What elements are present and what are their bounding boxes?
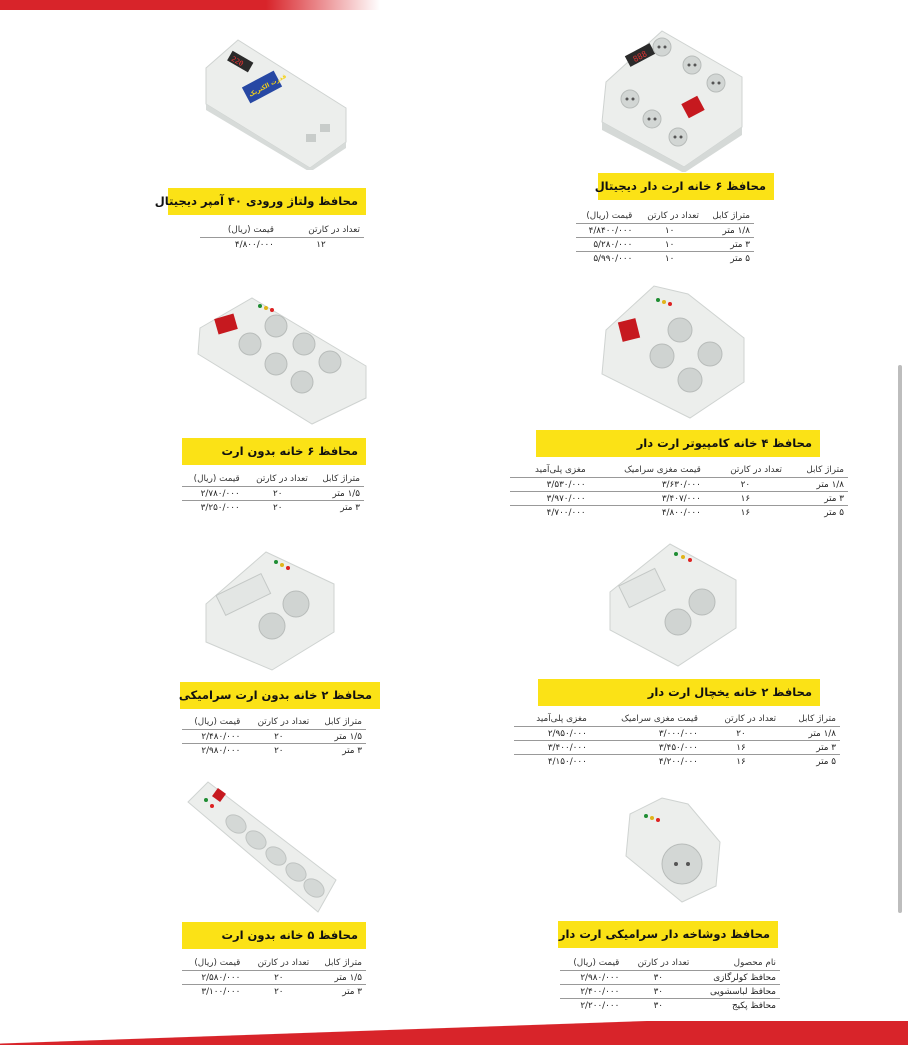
table-cell: ۱۶	[705, 506, 786, 520]
table-cell: ۴/۸۰۰/۰۰۰	[200, 238, 278, 252]
product-image-voltage-40a	[198, 38, 348, 170]
table-header: متراژ کابل	[806, 464, 844, 475]
scrollbar[interactable]	[898, 365, 902, 913]
table-cell: ۲/۴۸۰/۰۰۰	[182, 730, 244, 744]
table-cell: ۲۰	[244, 730, 313, 744]
table-row	[200, 238, 364, 252]
table-cell: ۴/۸۴۰۰/۰۰۰	[576, 224, 636, 238]
table-row	[510, 506, 848, 520]
table-row	[182, 501, 364, 515]
table-header: تعداد در کارتن	[257, 716, 310, 727]
table-row	[182, 730, 366, 744]
product-title: محافظ ولتاژ ورودی ۴۰ آمپر دیجیتال	[168, 188, 366, 215]
table-row	[510, 478, 848, 492]
table-cell: ۳/۴۵۰/۰۰۰	[591, 741, 702, 755]
table-header: قیمت (ریال)	[194, 716, 241, 727]
table-cell: ۳/۶۳۰/۰۰۰	[590, 478, 705, 492]
table-cell: ۱۶	[705, 492, 786, 506]
table-cell: ۱۶	[702, 741, 780, 755]
product-image-2gang-fridge	[606, 540, 742, 670]
table-header: قیمت مغزی سرامیک	[621, 713, 698, 724]
table-cell: ۳/۰۰۰/۰۰۰	[591, 727, 702, 741]
table-row	[182, 487, 364, 501]
price-table	[576, 208, 754, 265]
table-row	[182, 744, 366, 758]
table-cell: محافظ پکیج	[693, 999, 780, 1013]
product-title: محافظ ۵ خانه بدون ارت	[182, 922, 366, 949]
table-cell: محافظ لباسشویی	[693, 985, 780, 999]
table-header: قیمت (ریال)	[194, 957, 241, 968]
table-row	[576, 252, 754, 266]
table-header: قیمت (ریال)	[573, 957, 620, 968]
table-cell: ۲/۵۸۰/۰۰۰	[182, 971, 244, 985]
table-header: تعداد در کارتن	[256, 473, 308, 484]
brand-logo: قدرت الکتریک	[247, 72, 288, 99]
table-cell: ۲۰	[244, 985, 313, 999]
table-cell: ۳ متر	[313, 744, 366, 758]
table-row	[576, 238, 754, 252]
table-cell: ۵/۲۸۰/۰۰۰	[576, 238, 636, 252]
table-cell: ۴/۷۰۰/۰۰۰	[510, 506, 590, 520]
table-cell: ۲۰	[244, 487, 312, 501]
table-row	[514, 727, 840, 741]
price-table	[200, 222, 364, 251]
table-cell: ۱۶	[702, 755, 780, 769]
product-image-plug-in-ceramic	[616, 796, 726, 906]
table-cell: ۳/۱۰۰/۰۰۰	[182, 985, 244, 999]
table-cell: ۳۰	[623, 985, 693, 999]
table-row	[560, 999, 780, 1013]
product-title: محافظ ۶ خانه ارت دار دیجیتال	[598, 173, 774, 200]
table-cell: ۳/۹۷۰/۰۰۰	[510, 492, 590, 506]
price-table	[514, 711, 840, 768]
table-row	[560, 985, 780, 999]
table-cell: ۳۰	[623, 971, 693, 985]
table-header: متراژ کابل	[798, 713, 836, 724]
table-cell: ۵ متر	[786, 506, 848, 520]
table-header: تعداد در کارتن	[308, 224, 360, 235]
table-cell: ۳ متر	[780, 741, 840, 755]
table-cell: ۵/۹۹۰/۰۰۰	[576, 252, 636, 266]
table-cell: ۱۰	[636, 252, 703, 266]
table-row	[514, 755, 840, 769]
price-table	[560, 955, 780, 1012]
table-cell: ۳۰	[623, 999, 693, 1013]
product-image-6gang-digital	[592, 27, 752, 172]
table-header: قیمت (ریال)	[586, 210, 633, 221]
table-header: تعداد در کارتن	[730, 464, 782, 475]
table-cell: ۵ متر	[703, 252, 754, 266]
table-cell: ۳ متر	[703, 238, 754, 252]
table-header: نام محصول	[733, 957, 776, 968]
table-header: تعداد در کارتن	[724, 713, 777, 724]
product-title: محافظ ۲ خانه بدون ارت سرامیکی	[180, 682, 380, 709]
product-image-6gang-no-earth	[194, 292, 370, 428]
product-title: محافظ ۴ خانه کامپیوتر ارت دار	[536, 430, 820, 457]
table-cell: ۱۰	[636, 224, 703, 238]
top-red-banner	[0, 0, 380, 10]
table-cell: ۲/۷۸۰/۰۰۰	[182, 487, 244, 501]
price-table	[182, 714, 366, 757]
table-cell: ۳ متر	[312, 501, 364, 515]
table-header: قیمت (ریال)	[227, 224, 274, 235]
table-cell: ۲/۴۰۰/۰۰۰	[560, 985, 623, 999]
table-cell: ۲۰	[244, 744, 313, 758]
table-cell: ۳/۴۰۰/۰۰۰	[514, 741, 591, 755]
product-title: محافظ ۲ خانه یخچال ارت دار	[538, 679, 820, 706]
table-row	[510, 492, 848, 506]
price-table	[510, 462, 848, 519]
table-row	[576, 224, 754, 238]
svg-text:220: 220	[229, 54, 245, 69]
table-cell: ۲/۹۸۰/۰۰۰	[560, 971, 623, 985]
price-table	[182, 471, 364, 514]
table-cell: ۳ متر	[313, 985, 366, 999]
svg-text:888: 888	[631, 49, 649, 65]
price-table	[182, 955, 366, 998]
product-image-2gang-ceramic	[202, 548, 338, 674]
table-row	[182, 971, 366, 985]
table-cell: ۴/۱۵۰/۰۰۰	[514, 755, 591, 769]
product-title: محافظ دوشاخه دار سرامیکی ارت دار	[558, 921, 778, 948]
table-header: مغزی پلی‌آمید	[535, 464, 586, 475]
table-cell: ۱۰	[636, 238, 703, 252]
table-header: تعداد در کارتن	[257, 957, 310, 968]
table-header: قیمت (ریال)	[193, 473, 240, 484]
table-cell: ۲۰	[244, 501, 312, 515]
table-cell: محافظ کولرگازی	[693, 971, 780, 985]
table-cell: ۴/۲۰۰/۰۰۰	[591, 755, 702, 769]
table-cell: ۲/۹۵۰/۰۰۰	[514, 727, 591, 741]
product-title: محافظ ۶ خانه بدون ارت	[182, 438, 366, 465]
table-cell: ۲۰	[705, 478, 786, 492]
table-cell: ۲/۲۰۰/۰۰۰	[560, 999, 623, 1013]
table-cell: ۱/۵ متر	[313, 730, 366, 744]
product-image-5gang-strip	[186, 780, 338, 918]
table-header: تعداد در کارتن	[647, 210, 699, 221]
table-row	[514, 741, 840, 755]
table-cell: ۳/۵۳۰/۰۰۰	[510, 478, 590, 492]
table-cell: ۳/۲۵۰/۰۰۰	[182, 501, 244, 515]
product-image-4gang-computer	[598, 282, 750, 422]
table-header: تعداد در کارتن	[637, 957, 690, 968]
table-cell: ۱/۸ متر	[703, 224, 754, 238]
table-cell: ۴/۸۰۰/۰۰۰	[590, 506, 705, 520]
table-cell: ۱/۵ متر	[312, 487, 364, 501]
table-cell: ۲۰	[244, 971, 313, 985]
table-cell: ۱۲	[278, 238, 364, 252]
table-cell: ۲/۹۸۰/۰۰۰	[182, 744, 244, 758]
table-cell: ۳/۴۰۷/۰۰۰	[590, 492, 705, 506]
table-cell: ۱/۵ متر	[313, 971, 366, 985]
table-row	[560, 971, 780, 985]
table-header: مغزی پلی‌آمید	[536, 713, 587, 724]
table-row	[182, 985, 366, 999]
table-header: متراژ کابل	[322, 473, 360, 484]
table-header: متراژ کابل	[712, 210, 750, 221]
table-cell: ۱/۸ متر	[780, 727, 840, 741]
bottom-red-banner	[0, 1021, 908, 1045]
table-header: قیمت مغزی سرامیک	[624, 464, 701, 475]
table-cell: ۳ متر	[786, 492, 848, 506]
table-cell: ۵ متر	[780, 755, 840, 769]
table-cell: ۱/۸ متر	[786, 478, 848, 492]
table-header: متراژ کابل	[324, 716, 362, 727]
table-cell: ۲۰	[702, 727, 780, 741]
table-header: متراژ کابل	[324, 957, 362, 968]
